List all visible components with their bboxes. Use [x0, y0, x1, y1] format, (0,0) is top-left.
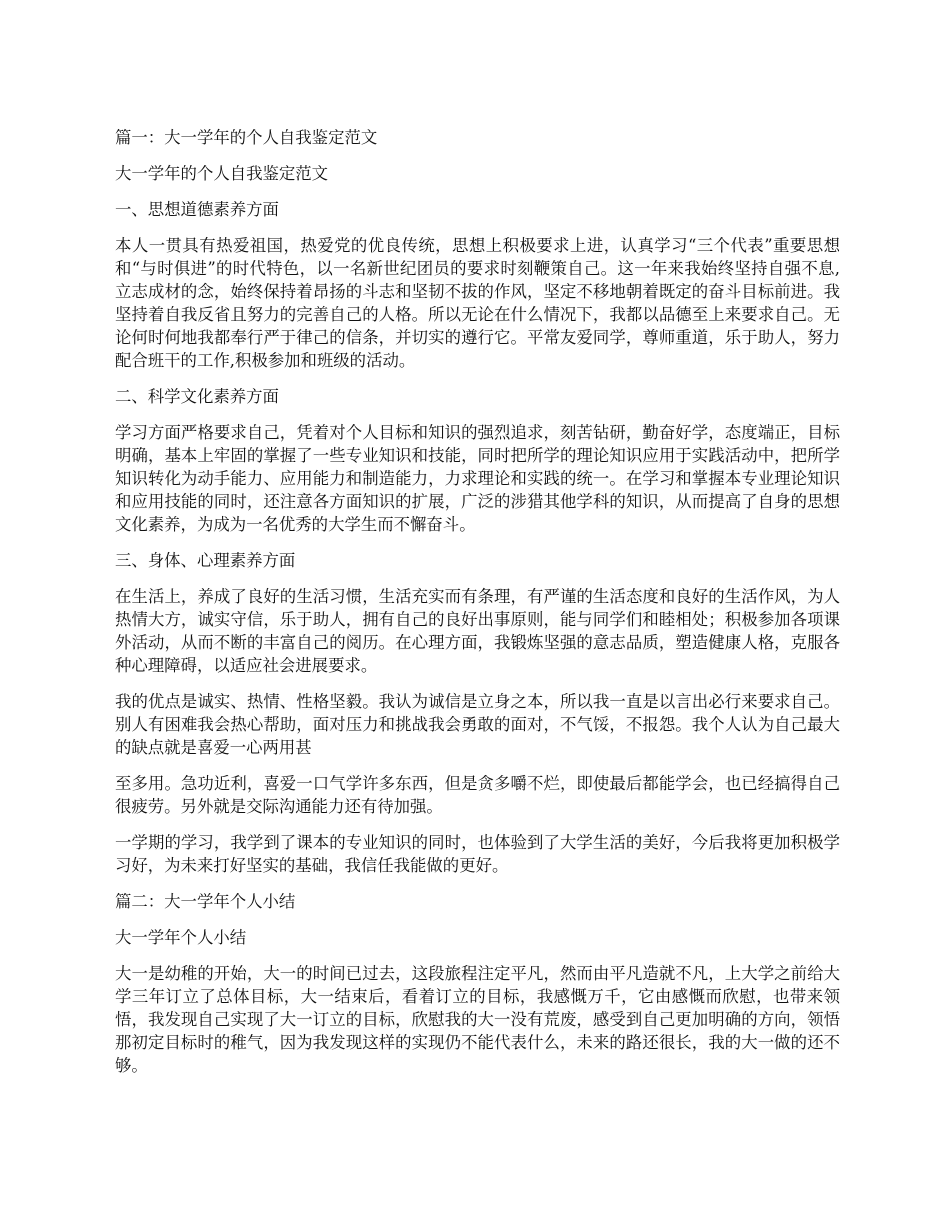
section-title-2: 篇二：大一学年个人小结	[115, 892, 296, 911]
paragraph-strengths: 我的优点是诚实、热情、性格坚毅。我认为诚信是立身之本，所以我一直是以言出必行来要求自己。别人有困难我会热心帮助，面对压力和挑战我会勇敢的面对，不气馁，不报怨。我个人认为自己最大的缺点就是喜爱一心两用甚	[115, 692, 840, 757]
subheading-body-mind: 三、身体、心理素养方面	[115, 551, 296, 570]
document-title-1: 大一学年的个人自我鉴定范文	[115, 164, 329, 183]
paragraph-summary: 大一是幼稚的开始，大一的时间已过去，这段旅程注定平凡，然而由平凡造就不凡，上大学之前给大学三年订立了总体目标，大一结束后，看着订立的目标，我感慨万千，它由感慨而欣慰，也带来领悟，我发现自己实现了大一订立的目标，欣慰我的大一没有荒废，感受到自己更加明确的方向，领悟那初定目标时的稚气，因为我发现这样的实现仍不能代表什么，未来的路还很长，我的大一做的还不够。	[115, 964, 840, 1075]
paragraph-moral: 本人一贯具有热爱祖国，热爱党的优良传统，思想上积极要求上进，认真学习“三个代表”重要思想和“与时俱进”的时代特色，以一名新世纪团员的要求时刻鞭策自己。这一年来我始终坚持自强不息,立志成材的念，始终保持着昂扬的斗志和坚韧不拔的作风，坚定不移地朝着既定的奋斗目标前进。我坚持着自我反省且努力的完善自己的人格。所以无论在什么情况下，我都以品德至上来要求自己。无论何时何地我都奉行严于律己的信条，并切实的遵行它。平常友爱同学，尊师重道，乐于助人，努力配合班干的工作,积极参加和班级的活动。	[115, 236, 840, 370]
paragraph-science: 学习方面严格要求自己，凭着对个人目标和知识的强烈追求，刻苦钻研，勤奋好学，态度端正，目标明确，基本上牢固的掌握了一些专业知识和技能，同时把所学的理论知识应用于实践活动中，把所学知识转化为动手能力、应用能力和制造能力，力求理论和实践的统一。在学习和掌握本专业理论知识和应用技能的同时，还注意各方面知识的扩展，广泛的涉猎其他学科的知识，从而提高了自身的思想文化素养，为成为一名优秀的大学生而不懈奋斗。	[115, 423, 840, 534]
paragraph-life: 在生活上，养成了良好的生活习惯，生活充实而有条理，有严谨的生活态度和良好的生活作风，为人热情大方，诚实守信，乐于助人，拥有自己的良好出事原则，能与同学们和睦相处；积极参加各项课外活动，从而不断的丰富自己的阅历。在心理方面，我锻炼坚强的意志品质，塑造健康人格，克服各种心理障碍，以适应社会进展要求。	[115, 587, 840, 675]
paragraph-weaknesses: 至多用。急功近利，喜爱一口气学许多东西，但是贪多嚼不烂，即使最后都能学会，也已经搞得自己很疲劳。另外就是交际沟通能力还有待加强。	[115, 774, 840, 816]
subheading-moral: 一、思想道德素养方面	[115, 200, 279, 219]
document-body	[115, 126, 840, 1090]
section-title-1: 篇一：大一学年的个人自我鉴定范文	[115, 128, 378, 147]
subheading-science: 二、科学文化素养方面	[115, 387, 279, 406]
paragraph-semester: 一学期的学习，我学到了课本的专业知识的同时，也体验到了大学生活的美好，今后我将更加积极学习好，为未来打好坚实的基础，我信任我能做的更好。	[115, 833, 840, 875]
document-title-2: 大一学年个人小结	[115, 928, 247, 947]
